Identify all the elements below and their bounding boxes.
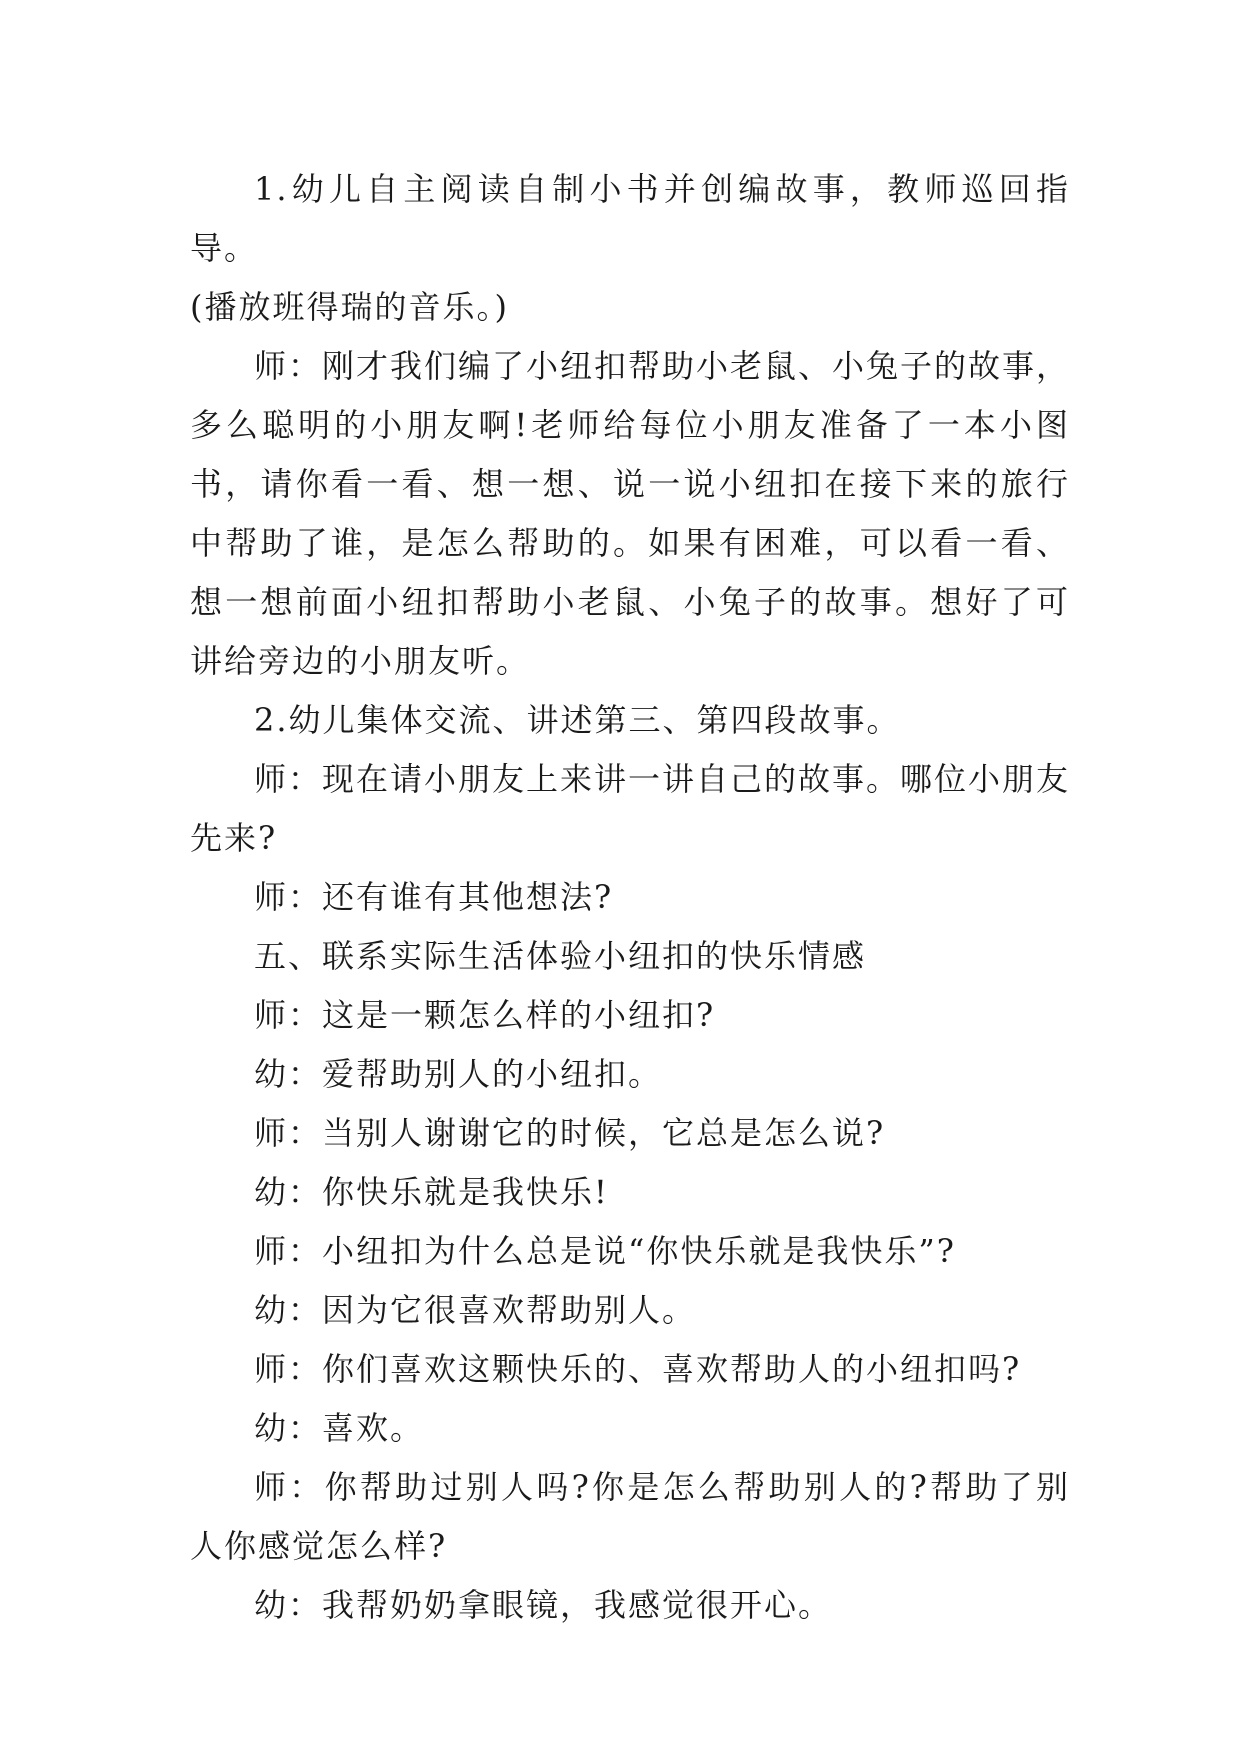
paragraph-activity-1: 1.幼儿自主阅读自制小书并创编故事，教师巡回指导。: [190, 170, 1070, 267]
paragraph-teacher-instruction: 师：刚才我们编了小纽扣帮助小老鼠、小兔子的故事，多么聪明的小朋友啊!老师给每位小朋友准备了一本小图书，请你看一看、想一想、说一说小纽扣在接下来的旅行中帮助了谁，是怎么帮助的。如果有困难，可以看一看、想一想前面小纽扣帮助小老鼠、小兔子的故事。想好了可讲给旁边的小朋友听。: [190, 347, 1071, 680]
paragraph-activity-2: 2.幼儿集体交流、讲述第三、第四段故事。: [254, 701, 901, 739]
dialogue-line: 师：当别人谢谢它的时候，它总是怎么说?: [254, 1114, 886, 1152]
dialogue-line: 师：这是一颗怎么样的小纽扣?: [254, 996, 716, 1034]
paragraph-teacher-invite: 师：现在请小朋友上来讲一讲自己的故事。哪位小朋友先来?: [190, 760, 1071, 857]
dialogue-line: 幼：因为它很喜欢帮助别人。: [254, 1291, 697, 1329]
dialogue-line: 师：你们喜欢这颗快乐的、喜欢帮助人的小纽扣吗?: [254, 1350, 1022, 1388]
dialogue-line: 师：小纽扣为什么总是说“你快乐就是我快乐”?: [254, 1232, 956, 1270]
paragraph-teacher-other-ideas: 师：还有谁有其他想法?: [254, 878, 614, 916]
dialogue-line: 幼：我帮奶奶拿眼镜，我感觉很开心。: [254, 1586, 833, 1624]
dialogue-line: 师：你帮助过别人吗?你是怎么帮助别人的?帮助了别人你感觉怎么样?: [190, 1468, 1070, 1565]
document-body: [190, 160, 1070, 1635]
dialogue-line: 幼：爱帮助别人的小纽扣。: [254, 1055, 663, 1093]
dialogue-line: 幼：喜欢。: [254, 1409, 425, 1447]
paragraph-music-note: (播放班得瑞的音乐。): [190, 288, 509, 326]
section-heading-five: 五、联系实际生活体验小纽扣的快乐情感: [254, 937, 867, 975]
dialogue-line: 幼：你快乐就是我快乐!: [254, 1173, 609, 1211]
